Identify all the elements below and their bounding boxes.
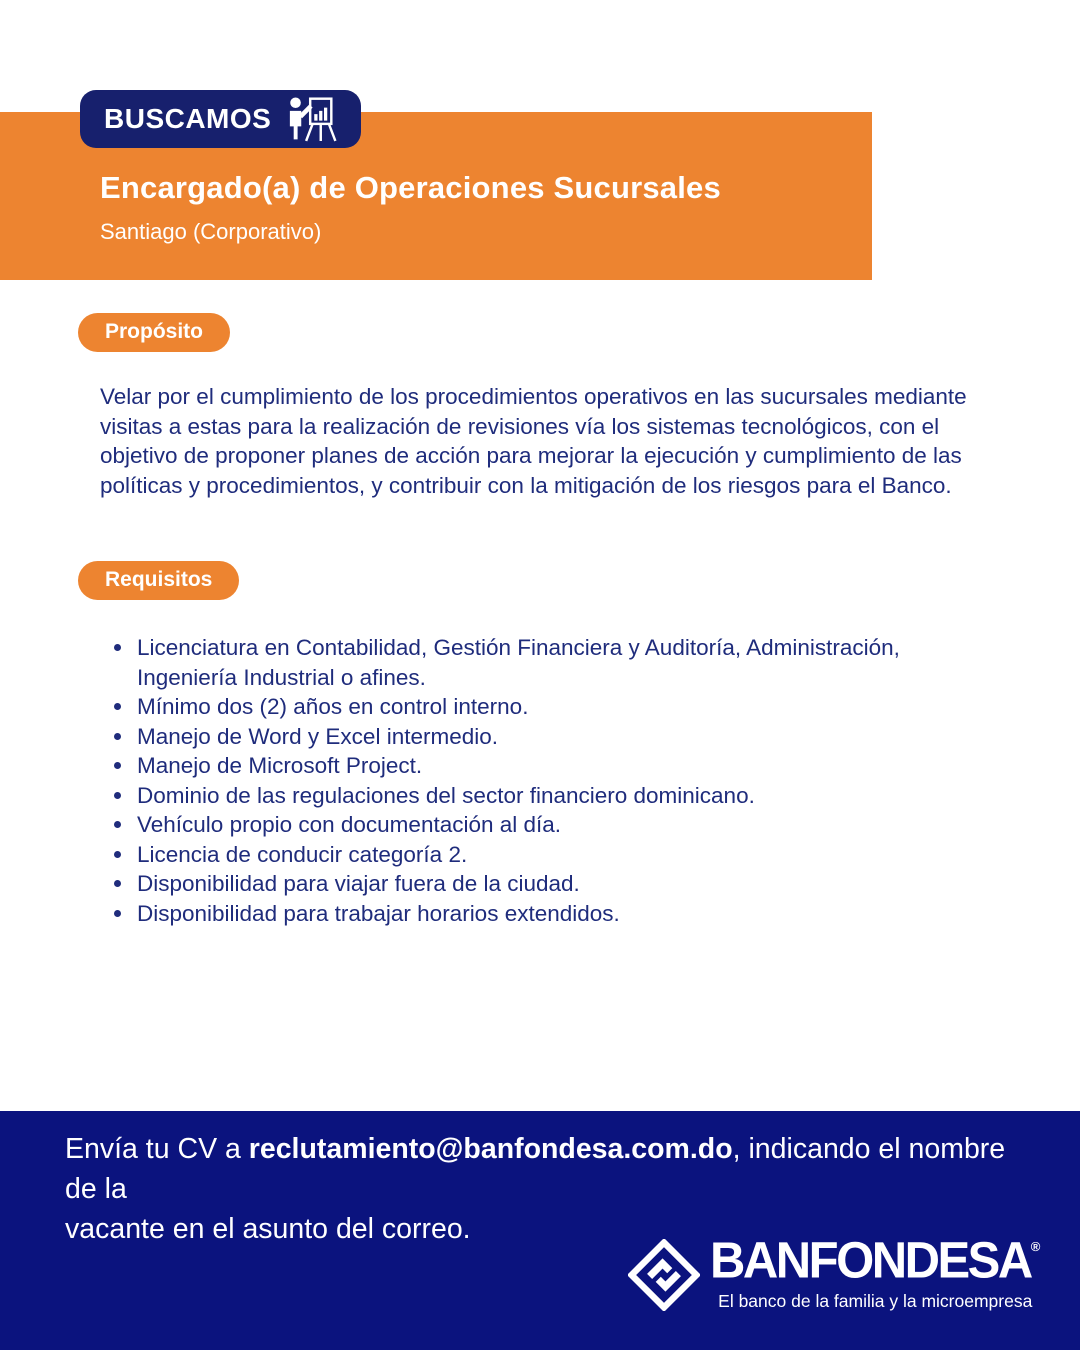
- presenter-easel-icon: [285, 96, 337, 142]
- job-location: Santiago (Corporativo): [100, 219, 322, 244]
- banfondesa-logo: [628, 1232, 1041, 1312]
- banfondesa-wordmark: BANFONDESA: [710, 1232, 1031, 1290]
- email-link[interactable]: reclutamiento@banfondesa.com.do: [248, 1133, 733, 1165]
- requirement-item: Disponibilidad para viajar fuera de la ciudad.: [100, 869, 930, 899]
- buscamos-badge: [80, 90, 361, 148]
- logo-tagline: El banco de la familia y la microempresa: [718, 1291, 1033, 1311]
- registered-mark-icon: ®: [1030, 1239, 1041, 1254]
- banfondesa-diamond-icon: [628, 1239, 700, 1311]
- footer: [0, 1111, 1080, 1350]
- proposito-heading: Propósito: [78, 313, 230, 352]
- requirement-item: Manejo de Microsoft Project.: [100, 751, 930, 781]
- requirement-item: Mínimo dos (2) años en control interno.: [100, 692, 930, 722]
- cta-line2: vacante en el asunto del correo.: [65, 1213, 471, 1245]
- requirement-item: Vehículo propio con documentación al día.: [100, 810, 930, 840]
- requisitos-heading: Requisitos: [78, 561, 239, 600]
- job-title: Encargado(a) de Operaciones Sucursales: [100, 170, 721, 205]
- cta-prefix: Envía tu CV a: [65, 1133, 249, 1165]
- requirements-list: [100, 633, 930, 928]
- cta-suffix: , indicando el nombre de la: [65, 1133, 1006, 1205]
- requirement-item: Dominio de las regulaciones del sector financiero dominicano.: [100, 781, 930, 811]
- requirement-item: Licenciatura en Contabilidad, Gestión Financiera y Auditoría, Administración, Ingeniería Industrial o afines.: [100, 633, 930, 692]
- buscamos-label: BUSCAMOS: [104, 103, 272, 134]
- requirement-item: Manejo de Word y Excel intermedio.: [100, 722, 930, 752]
- purpose-paragraph: Velar por el cumplimiento de los procedimientos operativos en las sucursales mediante visitas a estas para la realización de revisiones vía los sistemas tecnológicos, con el objetivo de proponer planes de acción para mejorar la ejecución y cumplimiento de las políticas y procedimientos, y contribuir con la mitigación de los riesgos para el Banco.: [100, 384, 967, 498]
- requirement-item: Disponibilidad para trabajar horarios extendidos.: [100, 899, 930, 929]
- cta-text: [65, 1129, 1030, 1249]
- logo-text-block: [710, 1232, 1041, 1312]
- requirement-item: Licencia de conducir categoría 2.: [100, 840, 930, 870]
